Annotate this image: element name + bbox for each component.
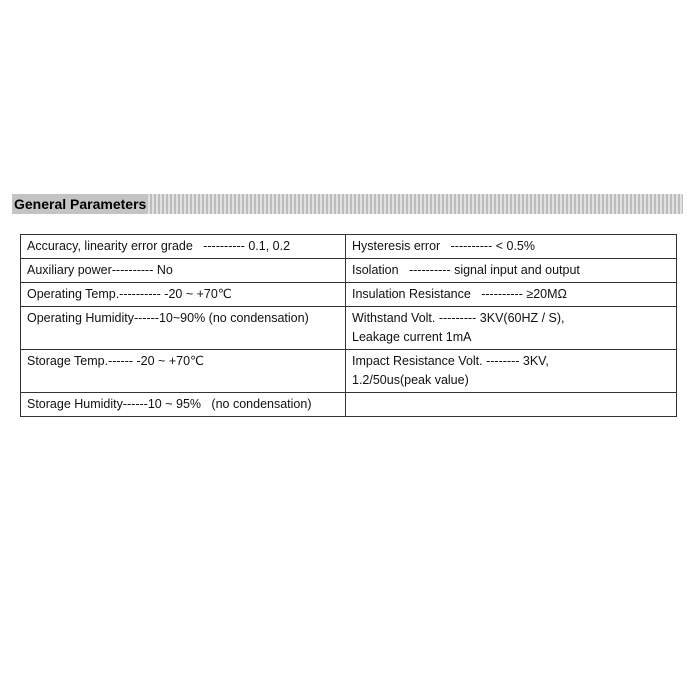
param-cell-accuracy	[21, 235, 346, 259]
param-text: Operating Humidity------10~90% (no condensation)	[27, 311, 309, 325]
param-text: Hysteresis error ---------- < 0.5%	[352, 239, 535, 253]
param-cell-operating-temp	[21, 283, 346, 307]
table-row	[21, 307, 677, 350]
section-header-bar	[12, 194, 683, 214]
param-cell-storage-humidity	[21, 393, 346, 417]
param-text: Operating Temp.---------- -20 ~ +70℃	[27, 287, 232, 301]
param-text: Accuracy, linearity error grade ---------- 0.1, 0.2	[27, 239, 291, 253]
param-cell-impact-resistance-volt	[346, 350, 677, 393]
param-text: Storage Temp.------ -20 ~ +70℃	[27, 354, 205, 368]
param-cell-auxiliary-power	[21, 259, 346, 283]
param-text: 1.2/50us(peak value)	[352, 373, 469, 387]
param-cell-isolation	[346, 259, 677, 283]
param-cell-hysteresis	[346, 235, 677, 259]
param-text: Insulation Resistance ---------- ≥20MΩ	[352, 287, 567, 301]
table-row	[21, 393, 677, 417]
param-text: Isolation ---------- signal input and output	[352, 263, 580, 277]
param-text: Storage Humidity------10 ~ 95% (no condensation)	[27, 397, 312, 411]
param-text: Auxiliary power---------- No	[27, 263, 173, 277]
section-title: General Parameters	[14, 196, 147, 212]
param-cell-storage-temp	[21, 350, 346, 393]
param-text: Impact Resistance Volt. -------- 3KV,	[352, 354, 549, 368]
param-cell-operating-humidity	[21, 307, 346, 350]
table-row	[21, 283, 677, 307]
table-row	[21, 235, 677, 259]
param-text: Leakage current 1mA	[352, 330, 472, 344]
param-text: Withstand Volt. --------- 3KV(60HZ / S),	[352, 311, 565, 325]
table-row	[21, 259, 677, 283]
table-row	[21, 350, 677, 393]
param-cell-empty	[346, 393, 677, 417]
param-cell-insulation-resistance	[346, 283, 677, 307]
param-cell-withstand-volt	[346, 307, 677, 350]
general-parameters-table	[20, 234, 677, 417]
